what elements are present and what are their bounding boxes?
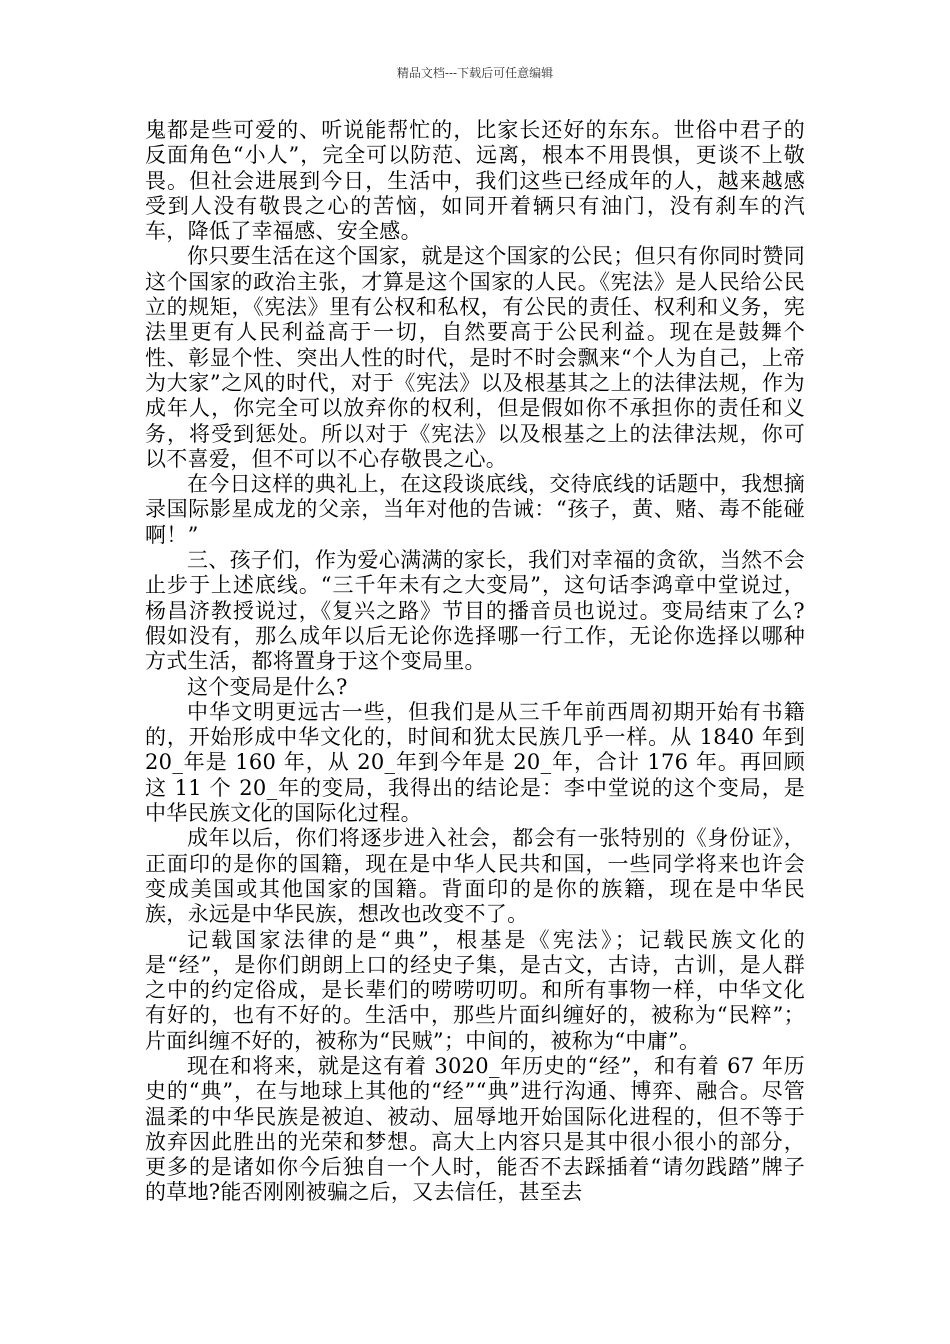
paragraph-5: 这个变局是什么? xyxy=(187,674,348,699)
paragraph-9: 现在和将来，就是这有着 3020_年历史的“经”，和有着 67 年历史的“典”，在与地球上其他的“经”“典”进行沟通、博弈、融合。尽管温柔的中华民族是被迫、被动、屈辱地开始国际化进程的，但不等于放弃因此胜出的光荣和梦想。高大上内容只是其中很小很小的部分，更多的是诸如你今后独自一个人时，能否不去踩插着“请勿践踏”牌子的草地?能否刚刚被骗之后，又去信任，甚至去 xyxy=(145,1053,805,1205)
paragraph-3: 在今日这样的典礼上，在这段谈底线，交待底线的话题中，我想摘录国际影星成龙的父亲，当年对他的告诫：“孩子，黄、赌、毒不能碰啊！” xyxy=(145,472,805,547)
page-header: 精品文档---下载后可任意编辑 xyxy=(396,66,554,80)
document-body xyxy=(145,118,805,1206)
paragraph-4: 三、孩子们，作为爱心满满的家长，我们对幸福的贪欲，当然不会止步于上述底线。“三千年未有之大变局”，这句话李鸿章中堂说过，杨昌济教授说过，《复兴之路》节目的播音员也说过。变局结束了么?假如没有，那么成年以后无论你选择哪一行工作，无论你选择以哪种方式生活，都将置身于这个变局里。 xyxy=(145,548,805,674)
paragraph-1: 鬼都是些可爱的、听说能帮忙的，比家长还好的东东。世俗中君子的反面角色“小人”，完全可以防范、远离，根本不用畏惧，更谈不上敬畏。但社会进展到今日，生活中，我们这些已经成年的人，越来越感受到人没有敬畏之心的苦恼，如同开着辆只有油门，没有刹车的汽车，降低了幸福感、安全感。 xyxy=(145,118,805,244)
paragraph-2: 你只要生活在这个国家，就是这个国家的公民；但只有你同时赞同这个国家的政治主张，才算是这个国家的人民。《宪法》是人民给公民立的规矩，《宪法》里有公权和私权，有公民的责任、权利和义务，宪法里更有人民利益高于一切，自然要高于公民利益。现在是鼓舞个性、彰显个性、突出人性的时代，是时不时会飘来“个人为自己，上帝为大家”之风的时代，对于《宪法》以及根基其之上的法律法规，作为成年人，你完全可以放弃你的权利，但是假如你不承担你的责任和义务，将受到惩处。所以对于《宪法》以及根基之上的法律法规，你可以不喜爱，但不可以不心存敬畏之心。 xyxy=(145,244,805,471)
paragraph-7: 成年以后，你们将逐步进入社会，都会有一张特别的《身份证》，正面印的是你的国籍，现在是中华人民共和国，一些同学将来也许会变成美国或其他国家的国籍。背面印的是你的族籍，现在是中华民族，永远是中华民族，想改也改变不了。 xyxy=(145,826,805,927)
paragraph-6: 中华文明更远古一些，但我们是从三千年前西周初期开始有书籍的，开始形成中华文化的，时间和犹太民族几乎一样。从 1840 年到 20_年是 160 年，从 20_年到今年是 20_年，合计 176 年。再回顾这 11 个 20_年的变局，我得出的结论是：李中堂说的这个变局，是中华民族文化的国际化过程。 xyxy=(145,699,805,826)
paragraph-8: 记载国家法律的是“典”，根基是《宪法》；记载民族文化的是“经”，是你们朗朗上口的经史子集，是古文，古诗，古训，是人群之中的约定俗成，是长辈们的唠唠叨叨。和所有事物一样，中华文化有好的，也有不好的。生活中，那些片面纠缠好的，被称为“民粹”；片面纠缠不好的，被称为“民贼”；中间的，被称为“中庸”。 xyxy=(145,927,805,1053)
